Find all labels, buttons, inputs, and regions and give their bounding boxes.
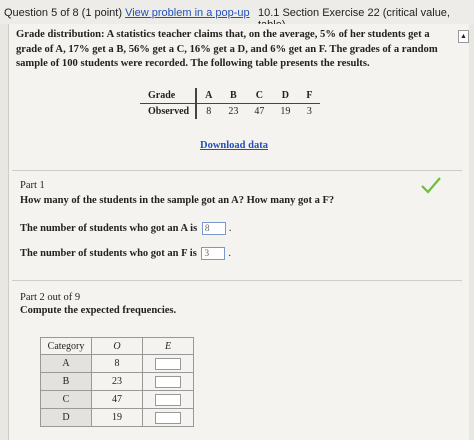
popup-link[interactable]: View problem in a pop-up xyxy=(125,7,250,19)
observed-cell: 47 xyxy=(254,106,265,117)
expected-input[interactable] xyxy=(155,376,181,388)
question-header xyxy=(0,0,474,24)
answer-f-label: The number of students who got an F is xyxy=(20,247,197,259)
table-row xyxy=(41,391,194,409)
download-data-link[interactable]: Download data xyxy=(200,140,268,151)
question-label xyxy=(4,7,250,19)
scroll-up-icon[interactable]: ▲ xyxy=(458,30,469,43)
expected-cell xyxy=(143,373,194,391)
table-row xyxy=(41,355,194,373)
expected-cell xyxy=(143,391,194,409)
expected-cell xyxy=(143,355,194,373)
divider xyxy=(12,280,462,281)
expected-frequency-table xyxy=(40,337,194,427)
table-row xyxy=(41,409,194,427)
observed-header: Observed xyxy=(140,104,196,120)
category-cell: A xyxy=(41,355,92,373)
table-row xyxy=(41,373,194,391)
divider xyxy=(12,170,462,171)
grade-cell: F xyxy=(298,88,320,104)
problem-intro: Grade distribution: A statistics teacher claims that, on the average, 5% of her students get a grade of A, 17% get a B, 56% get a C, 16% get a D, and 6% get an F. The grades of a random sample of 100 students were recorded. The following table presents the results. xyxy=(16,29,438,69)
answer-a-label: The number of students who got an A is xyxy=(20,222,198,234)
expected-input[interactable] xyxy=(155,394,181,406)
observed-cell: 19 xyxy=(92,409,143,427)
category-cell: B xyxy=(41,373,92,391)
answer-a-input[interactable]: 8 xyxy=(202,222,226,235)
question-number: Question 5 of 8 (1 point) xyxy=(4,7,123,19)
observed-cell: 47 xyxy=(92,391,143,409)
grade-header: Grade xyxy=(140,88,196,104)
answer-f-line xyxy=(20,247,231,260)
section-title: 10.1 Section Exercise 22 (critical value, xyxy=(258,7,450,19)
observed-cell: 19 xyxy=(280,106,291,117)
observed-cell: 3 xyxy=(306,106,312,117)
category-cell: D xyxy=(41,409,92,427)
observed-cell: 23 xyxy=(228,106,239,117)
grade-table xyxy=(140,88,320,119)
answer-f-input[interactable]: 3 xyxy=(201,247,225,260)
grade-cell: A xyxy=(196,88,220,104)
expected-cell xyxy=(143,409,194,427)
check-icon xyxy=(420,176,442,194)
period: . xyxy=(228,247,232,259)
period: . xyxy=(228,222,232,234)
category-cell: C xyxy=(41,391,92,409)
grade-cell: D xyxy=(272,88,298,104)
part1-title: Part 1 xyxy=(20,180,45,191)
observed-cell: 23 xyxy=(92,373,143,391)
part1-question: How many of the students in the sample got an A? How many got a F? xyxy=(20,195,335,206)
expected-input[interactable] xyxy=(155,358,181,370)
category-header: Category xyxy=(41,338,92,355)
part2-instruction: Compute the expected frequencies. xyxy=(20,305,177,316)
observed-header: O xyxy=(92,338,143,355)
expected-header: E xyxy=(143,338,194,355)
observed-cell: 8 xyxy=(92,355,143,373)
part2-title: Part 2 out of 9 xyxy=(20,292,81,303)
grade-cell: C xyxy=(246,88,272,104)
observed-cell: 8 xyxy=(206,106,212,117)
answer-a-line xyxy=(20,222,231,235)
expected-input[interactable] xyxy=(155,412,181,424)
grade-cell: B xyxy=(220,88,246,104)
